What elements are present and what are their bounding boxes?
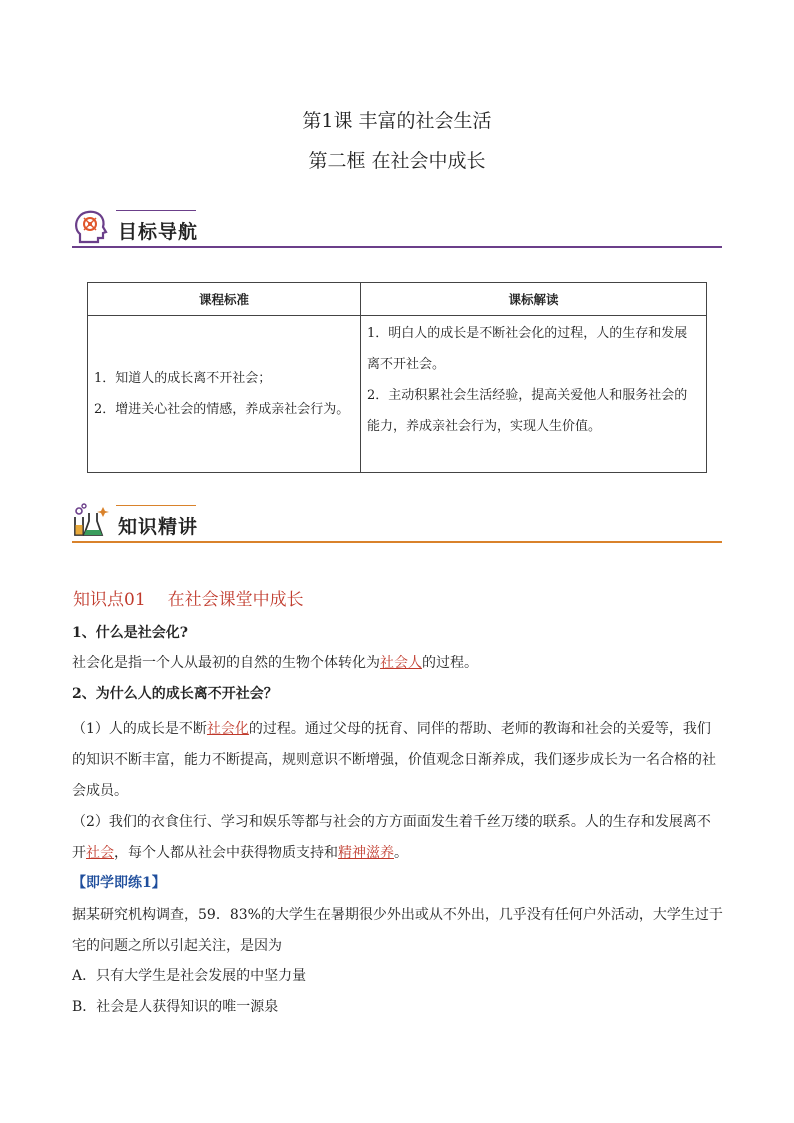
question-1: 1、什么是社会化? (72, 625, 188, 641)
section-title: 第二框 在社会中成长 (308, 150, 486, 172)
term-spiritual-nourishment: 精神滋养 (338, 845, 394, 861)
question-2: 2、为什么人的成长离不开社会？ (72, 686, 278, 702)
head-gear-icon (72, 208, 110, 244)
answer-1-end: 的过程。 (422, 655, 478, 671)
answer-2-2-end: 。 (394, 845, 408, 861)
knowledge-point-name: 在社会课堂中成长 (167, 590, 304, 610)
lab-flask-icon (72, 503, 110, 539)
goal-header-topline (116, 210, 196, 211)
option-a: A．只有大学生是社会发展的中坚力量 (72, 968, 307, 984)
goal-section-header (72, 208, 722, 248)
answer-1-text: 社会化是指一个人从最初的自然的生物个体转化为 (72, 655, 380, 671)
goal-section-heading: 目标导航 (118, 221, 199, 243)
knowledge-section-heading: 知识精讲 (118, 516, 199, 538)
answer-2-2-mid: ，每个人都从社会中获得物质支持和 (114, 845, 338, 861)
term-socialization: 社会化 (206, 721, 249, 737)
goal-header-line (72, 246, 722, 248)
col-header-interpretation: 课标解读 (361, 283, 707, 316)
lesson-title: 第1课 丰富的社会生活 (302, 110, 492, 132)
knowledge-section-header (72, 503, 722, 543)
term-society: 社会 (86, 845, 114, 861)
practice-label: 【即学即练1】 (72, 875, 166, 891)
knowledge-header-line (72, 541, 722, 543)
term-social-person: 社会人 (380, 655, 422, 671)
practice-question: 据某研究机构调查，59．83%的大学生在暑期很少外出或从不外出，几乎没有任何户外活动，大学生过于宅的问题之所以引起关注，是因为 (72, 907, 723, 954)
knowledge-point-label: 知识点01 (73, 590, 146, 610)
answer-1 (72, 652, 724, 674)
interpretation-item: 1．明白人的成长是不断社会化的过程，人的生存和发展离不开社会。 (367, 326, 688, 372)
answer-2-1-text: （1）人的成长是不断 (72, 721, 207, 737)
standard-item: 2．增进关心社会的情感，养成亲社会行为。 (94, 402, 350, 417)
answer-2-2 (72, 807, 724, 869)
answer-2-1-end: 的过程。通过父母的抚育、同伴的帮助、老师的教诲和社会的关爱等，我们的知识不断丰富，能力不断提高，规则意识不断增强，价值观念日渐养成，我们逐步成长为一名合格的社会成员。 (72, 721, 716, 799)
col-header-standard: 课程标准 (88, 283, 361, 316)
standards-cell (88, 316, 361, 473)
knowledge-point-title (73, 585, 326, 610)
answer-2-1 (72, 714, 724, 807)
knowledge-header-topline (116, 505, 196, 506)
goal-table (87, 282, 707, 473)
interpretation-cell (361, 316, 707, 473)
standard-item: 1．知道人的成长离不开社会； (94, 371, 272, 386)
interpretation-item: 2．主动积累社会生活经验，提高关爱他人和服务社会的能力，养成亲社会行为，实现人生价值。 (367, 388, 688, 434)
option-b: B．社会是人获得知识的唯一源泉 (72, 999, 279, 1015)
answer-2-2-text: （2）我们的衣食住行、学习和娱乐等都与社会的方方面面发生着千丝万缕的联系。人的生存和发展离不开 (72, 814, 711, 861)
